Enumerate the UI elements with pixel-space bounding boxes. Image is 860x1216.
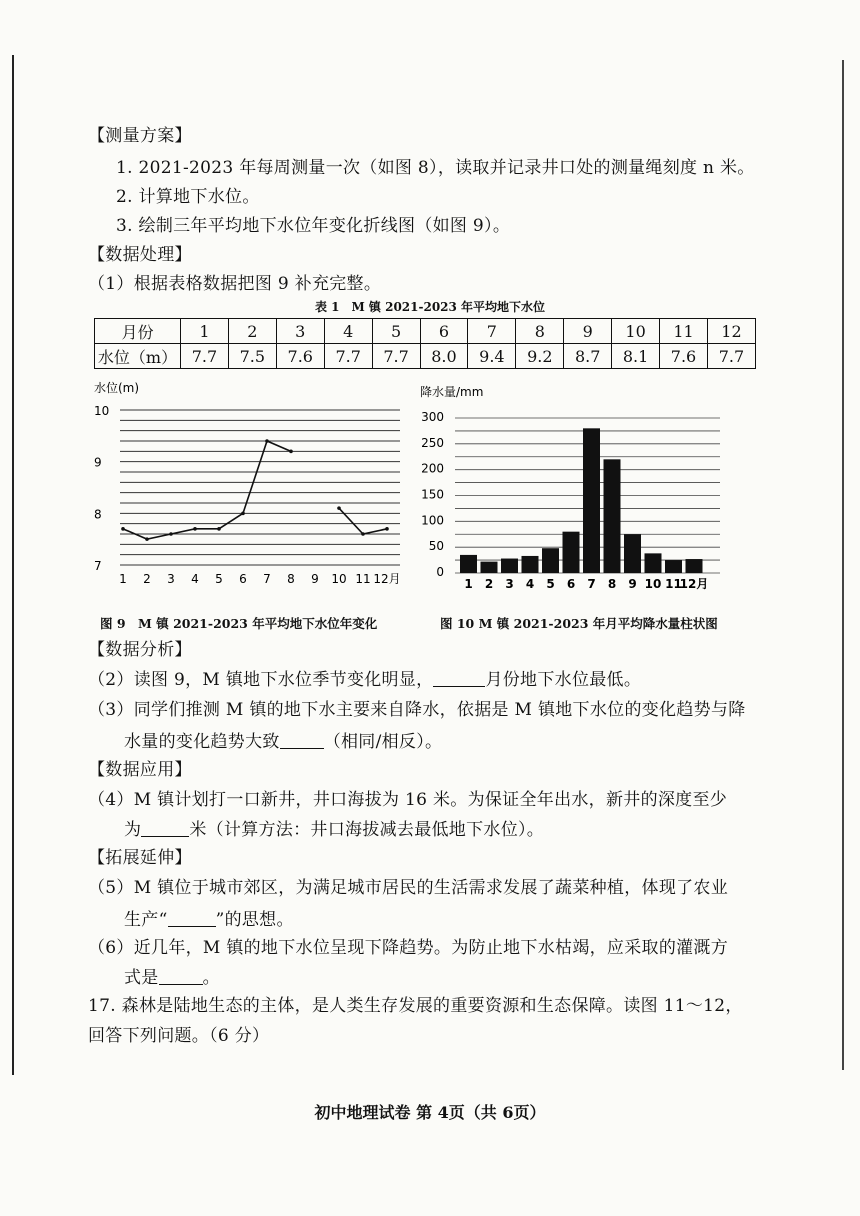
table-cell: 7 [468, 319, 516, 344]
question-4-line1: （4）M 镇计划打一口新井，井口海拔为 16 米。为保证全年出水，新井的深度至少 [88, 790, 728, 810]
table-cell: 9 [564, 319, 612, 344]
q2-text-b: 月份地下水位最低。 [485, 670, 642, 690]
table-cell: 6 [420, 319, 468, 344]
table-cell: 10 [612, 319, 660, 344]
fig10-xtick-label: 6 [566, 577, 576, 591]
fig10-bar [481, 562, 498, 573]
question-4-line2 [124, 820, 544, 840]
fig10-ytick-label: 250 [421, 435, 444, 450]
table-cell: 7.7 [181, 344, 229, 369]
fig10-ytick-label: 200 [421, 461, 444, 476]
table-cell: 4 [324, 319, 372, 344]
fig9-ytick-label: 9 [94, 455, 102, 470]
q5-text-c: ”的思想。 [215, 910, 294, 930]
q4-text-c: 米（计算方法：井口海拔减去最低地下水位）。 [189, 820, 545, 840]
fig10-bar [686, 559, 703, 573]
table-cell: 7.7 [707, 344, 755, 369]
question-6-line2 [124, 968, 220, 988]
table-cell: 1 [181, 319, 229, 344]
fig10-bar [460, 555, 477, 573]
q6-text-b: 式是 [124, 968, 159, 988]
fig10-bar-chart [420, 380, 740, 600]
table-header-month: 月份 [95, 319, 181, 344]
fig10-xtick-label: 5 [546, 577, 555, 591]
question-3-line2 [124, 732, 442, 752]
fig10-bar [604, 459, 621, 573]
fig9-xtick-label: 6 [239, 572, 247, 586]
fig9-ytick-label: 7 [94, 559, 102, 573]
q2-answer-blank[interactable] [433, 670, 485, 687]
table-caption: 表 1 M 镇 2021-2023 年平均地下水位 [314, 300, 546, 314]
page-footer: 初中地理试卷 第 4页（共 6页） [314, 1103, 546, 1122]
q3-text-c: （相同/相反）。 [323, 732, 443, 752]
fig9-xtick-label: 9 [311, 572, 319, 586]
question-3-line1: （3）同学们推测 M 镇的地下水主要来自降水，依据是 M 镇地下水位的变化趋势与降 [88, 700, 746, 720]
table-cell: 7.7 [372, 344, 420, 369]
q6-answer-blank[interactable] [159, 968, 203, 985]
table-row-levels [95, 344, 756, 369]
q2-text-a: （2）读图 9，M 镇地下水位季节变化明显， [88, 670, 434, 690]
fig9-xtick-label: 5 [215, 572, 223, 586]
table-cell: 5 [372, 319, 420, 344]
fig10-xtick-label: 4 [525, 577, 535, 591]
fig10-xtick-label: 8 [607, 577, 617, 591]
q5-text-b: 生产“ [124, 910, 168, 930]
fig9-xtick-label: 8 [287, 572, 295, 586]
fig9-caption: 图 9 M 镇 2021-2023 年平均地下水位年变化 [100, 616, 378, 631]
fig10-xtick-label: 7 [587, 577, 596, 591]
fig10-xtick-label: 11 [665, 577, 682, 591]
fig10-ytick-label: 150 [421, 487, 444, 502]
table-cell: 7.7 [324, 344, 372, 369]
fig9-xtick-label: 10 [331, 572, 347, 586]
q3-answer-blank[interactable] [280, 732, 324, 749]
fig10-bar [501, 559, 518, 573]
table-cell: 2 [228, 319, 276, 344]
fig10-bar [583, 428, 600, 573]
fig10-ytick-label: 300 [421, 410, 444, 424]
table-row-months [95, 319, 756, 344]
q4-text-b: 为 [124, 820, 142, 840]
fig9-xtick-label: 2 [143, 572, 151, 586]
analysis-title: 【数据分析】 [88, 640, 192, 660]
plan-step-2: 2. 计算地下水位。 [116, 187, 260, 207]
fig9-line-chart [90, 380, 410, 600]
right-margin-line [842, 60, 844, 1070]
fig10-xtick-label: 1 [464, 577, 473, 591]
q5-answer-blank[interactable] [168, 910, 216, 927]
fig10-xtick-label: 10 [644, 577, 662, 591]
table-cell: 9.2 [516, 344, 564, 369]
table-cell: 8.7 [564, 344, 612, 369]
fig9-xtick-label: 7 [263, 572, 271, 586]
fig9-xtick-label: 3 [167, 572, 175, 586]
table-cell: 7.5 [228, 344, 276, 369]
fig9-series-line [339, 508, 387, 534]
fig10-bar [563, 532, 580, 573]
process-title: 【数据处理】 [88, 245, 192, 265]
fig9-xtick-label: 1 [119, 572, 127, 586]
plan-step-3: 3. 绘制三年平均地下水位年变化折线图（如图 9）。 [116, 216, 511, 236]
fig10-xtick-label: 3 [505, 577, 514, 591]
fig10-bar [645, 553, 662, 573]
table-cell: 7.6 [660, 344, 708, 369]
table-cell: 8 [516, 319, 564, 344]
fig9-xtick-label: 11 [355, 572, 371, 586]
question-1: （1）根据表格数据把图 9 补充完整。 [88, 274, 382, 294]
fig9-series-line [123, 441, 291, 539]
fig9-xtick-label: 12月 [373, 572, 401, 586]
fig10-xtick-label: 2 [484, 577, 494, 591]
fig10-ytick-label: 100 [421, 513, 444, 528]
question-5-line2 [124, 910, 294, 930]
question-2 [88, 670, 641, 690]
q3-text-b: 水量的变化趋势大致 [124, 732, 280, 752]
apply-title: 【数据应用】 [88, 760, 192, 780]
fig9-xtick-label: 4 [191, 572, 199, 586]
q6-text-c: 。 [202, 968, 220, 988]
fig10-bar [624, 534, 641, 573]
fig9-ylabel: 水位(m) [94, 381, 140, 395]
table-header-level: 水位（m） [95, 344, 181, 369]
q4-answer-blank[interactable] [141, 820, 189, 837]
fig10-bar [522, 556, 539, 573]
fig10-ylabel: 降水量/mm [420, 385, 484, 399]
plan-step-1: 1. 2021-2023 年每周测量一次（如图 8），读取并记录井口处的测量绳刻度 n 米。 [116, 158, 755, 178]
fig10-caption: 图 10 M 镇 2021-2023 年月平均降水量柱状图 [440, 616, 718, 631]
table-cell: 3 [276, 319, 324, 344]
table-cell: 9.4 [468, 344, 516, 369]
question-5-line1: （5）M 镇位于城市郊区，为满足城市居民的生活需求发展了蔬菜种植，体现了农业 [88, 878, 729, 898]
question-17-line1: 17. 森林是陆地生态的主体，是人类生存发展的重要资源和生态保障。读图 11～12， [88, 996, 743, 1016]
table-cell: 11 [660, 319, 708, 344]
fig10-bar [665, 560, 682, 573]
left-margin-line [12, 55, 14, 1075]
fig10-ytick-label: 50 [428, 539, 444, 554]
extend-title: 【拓展延伸】 [88, 848, 192, 868]
table-cell: 12 [707, 319, 755, 344]
plan-title: 【测量方案】 [88, 126, 192, 146]
table-cell: 8.1 [612, 344, 660, 369]
question-17-line2: 回答下列问题。（6 分） [88, 1026, 270, 1046]
fig10-xtick-label: 12月 [679, 577, 709, 591]
fig9-ytick-label: 10 [94, 404, 110, 418]
table-cell: 8.0 [420, 344, 468, 369]
water-level-table [94, 318, 756, 369]
fig9-ytick-label: 8 [94, 507, 102, 522]
fig10-bar [542, 548, 559, 573]
fig10-xtick-label: 9 [628, 577, 637, 591]
fig10-ytick-label: 0 [436, 565, 444, 579]
table-cell: 7.6 [276, 344, 324, 369]
question-6-line1: （6）近几年，M 镇的地下水位呈现下降趋势。为防止地下水枯竭，应采取的灌溉方 [88, 938, 729, 958]
